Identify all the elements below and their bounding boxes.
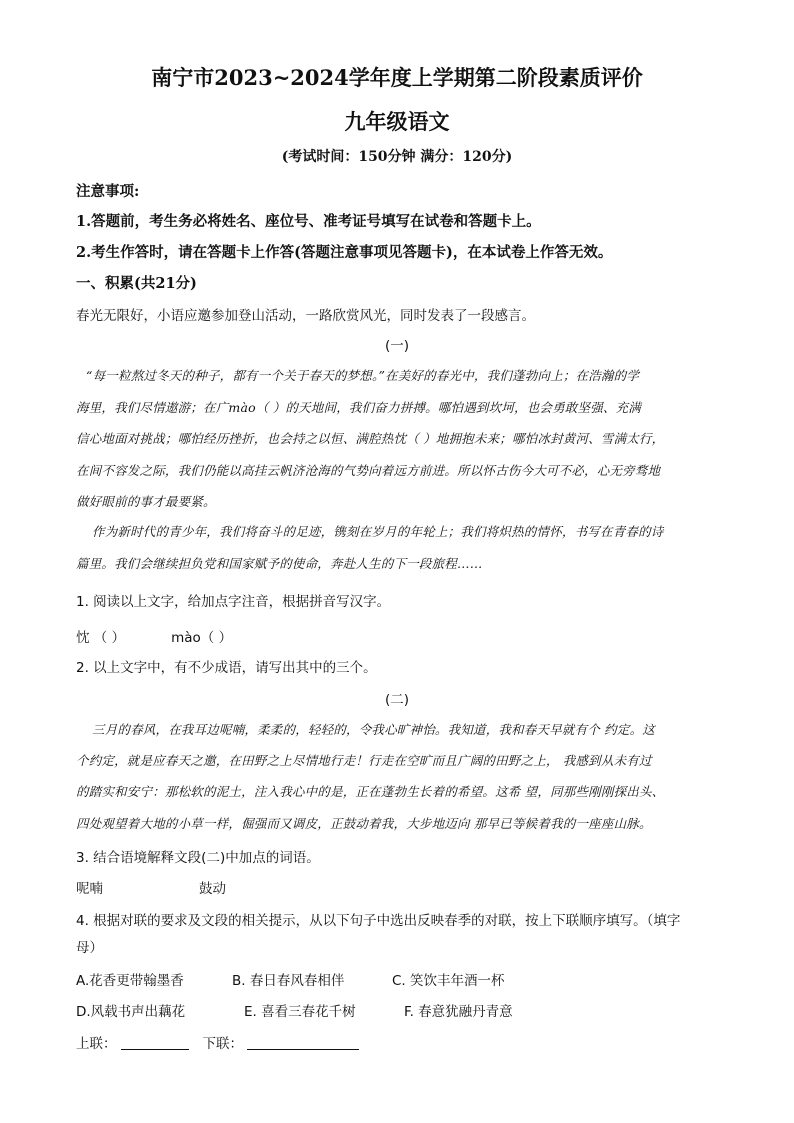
passage-2-line: 三月的春风，在我耳边呢喃，柔柔的，轻轻的，令我心旷神怡。我知道，我和春天早就有个 约定。这 xyxy=(92,722,655,737)
notes-heading: 注意事项: xyxy=(76,183,140,200)
question-4: 4. 根据对联的要求及文段的相关提示，从以下句子中选出反映春季的对联，按上下联顺序填写。（填字 xyxy=(76,913,681,929)
lower-couplet-blank[interactable] xyxy=(247,1035,359,1050)
answer-blank-chen[interactable]: 忱 （ ） xyxy=(76,630,126,646)
question-3: 3. 结合语境解释文段(二)中加点的词语。 xyxy=(76,850,320,866)
passage-1-label: (一) xyxy=(384,338,410,354)
passage-2-line: 的踏实和安宁：那松软的泥土，注入我心中的是，正在蓬勃生长着的希望。这希 望，同那些刚刚探出头、 xyxy=(76,784,665,799)
exam-info: (考试时间：150分钟 满分：120分) xyxy=(281,149,513,165)
term-ninan: 呢喃 xyxy=(76,881,103,897)
passage-1-line: 篇里。我们会继续担负党和国家赋予的使命，奔赴人生的下一段旅程…… xyxy=(76,556,483,571)
options-row-2 xyxy=(76,1000,718,1020)
question-3-terms xyxy=(76,877,718,897)
options-row-1 xyxy=(76,969,718,989)
question-1-answer-row xyxy=(76,626,718,646)
passage-1-line: 在间不容发之际，我们仍能以高挂云帆济沧海的气势向着远方前进。所以怀古伤今大可不必，心无旁骛地 xyxy=(76,463,661,478)
option-d: D.风载书声出藕花 xyxy=(76,1004,186,1020)
notes-item-2: 2.考生作答时，请在答题卡上作答(答题注意事项见答题卡)，在本试卷上作答无效。 xyxy=(76,244,613,261)
passage-2-label: (二) xyxy=(384,692,410,708)
section-intro: 春光无限好，小语应邀参加登山活动，一路欣赏风光，同时发表了一段感言。 xyxy=(76,308,535,324)
passage-2-line: 四处观望着大地的小草一样，倔强而又调皮，正鼓动着我，大步地迈向 那早已等候着我的一座座山脉。 xyxy=(76,816,652,831)
question-1: 1. 阅读以上文字，给加点字注音，根据拼音写汉字。 xyxy=(76,594,391,610)
answer-blank-mao[interactable]: mào（ ） xyxy=(171,630,233,646)
option-b: B. 春日春风春相伴 xyxy=(232,973,345,989)
passage-1-line: 做好眼前的事才最要紧。 xyxy=(76,494,216,509)
question-2: 2. 以上文字中，有不少成语，请写出其中的三个。 xyxy=(76,660,377,676)
option-e: E. 喜看三春花千树 xyxy=(244,1004,356,1020)
option-a: A.花香更带翰墨香 xyxy=(76,973,184,989)
passage-1-line: 作为新时代的青少年，我们将奋斗的足迹，镌刻在岁月的年轮上；我们将炽热的情怀，书写在青春的诗 xyxy=(92,524,664,539)
option-f: F. 春意犹融丹青意 xyxy=(404,1004,513,1020)
page-title: 南宁市2023~2024学年度上学期第二阶段素质评价 xyxy=(151,65,643,90)
passage-2-line: 个约定，就是应春天之邀，在田野之上尽情地行走！行走在空旷而且广阔的田野之上， 我感到从未有过 xyxy=(76,753,652,768)
question-4-cont: 母） xyxy=(76,940,103,956)
section-heading: 一、积累(共21分) xyxy=(76,275,197,292)
notes-item-1: 1.答题前，考生务必将姓名、座位号、准考证号填写在试卷和答题卡上。 xyxy=(76,213,541,230)
upper-couplet-blank[interactable] xyxy=(121,1035,189,1050)
upper-couplet-label: 上联： xyxy=(76,1036,117,1052)
answer-row xyxy=(76,1032,718,1052)
passage-1-line: “每一粒熬过冬天的种子，都有一个关于春天的梦想。”在美好的春光中，我们蓬勃向上；在浩瀚的学 xyxy=(86,368,640,383)
term-gudong: 鼓动 xyxy=(199,881,226,897)
passage-1-line: 海里，我们尽情遨游；在广mào（ ）的天地间，我们奋力拼搏。哪怕遇到坎坷，也会勇敢坚强、充满 xyxy=(76,400,642,415)
subject-title: 九年级语文 xyxy=(344,109,450,134)
passage-1-line: 信心地面对挑战；哪怕经历挫折，也会持之以恒、满腔热忱（ ）地拥抱未来；哪怕冰封黄河、雪满太行， xyxy=(76,431,665,446)
lower-couplet-label: 下联： xyxy=(202,1036,243,1052)
option-c: C. 笑饮丰年酒一杯 xyxy=(392,973,505,989)
